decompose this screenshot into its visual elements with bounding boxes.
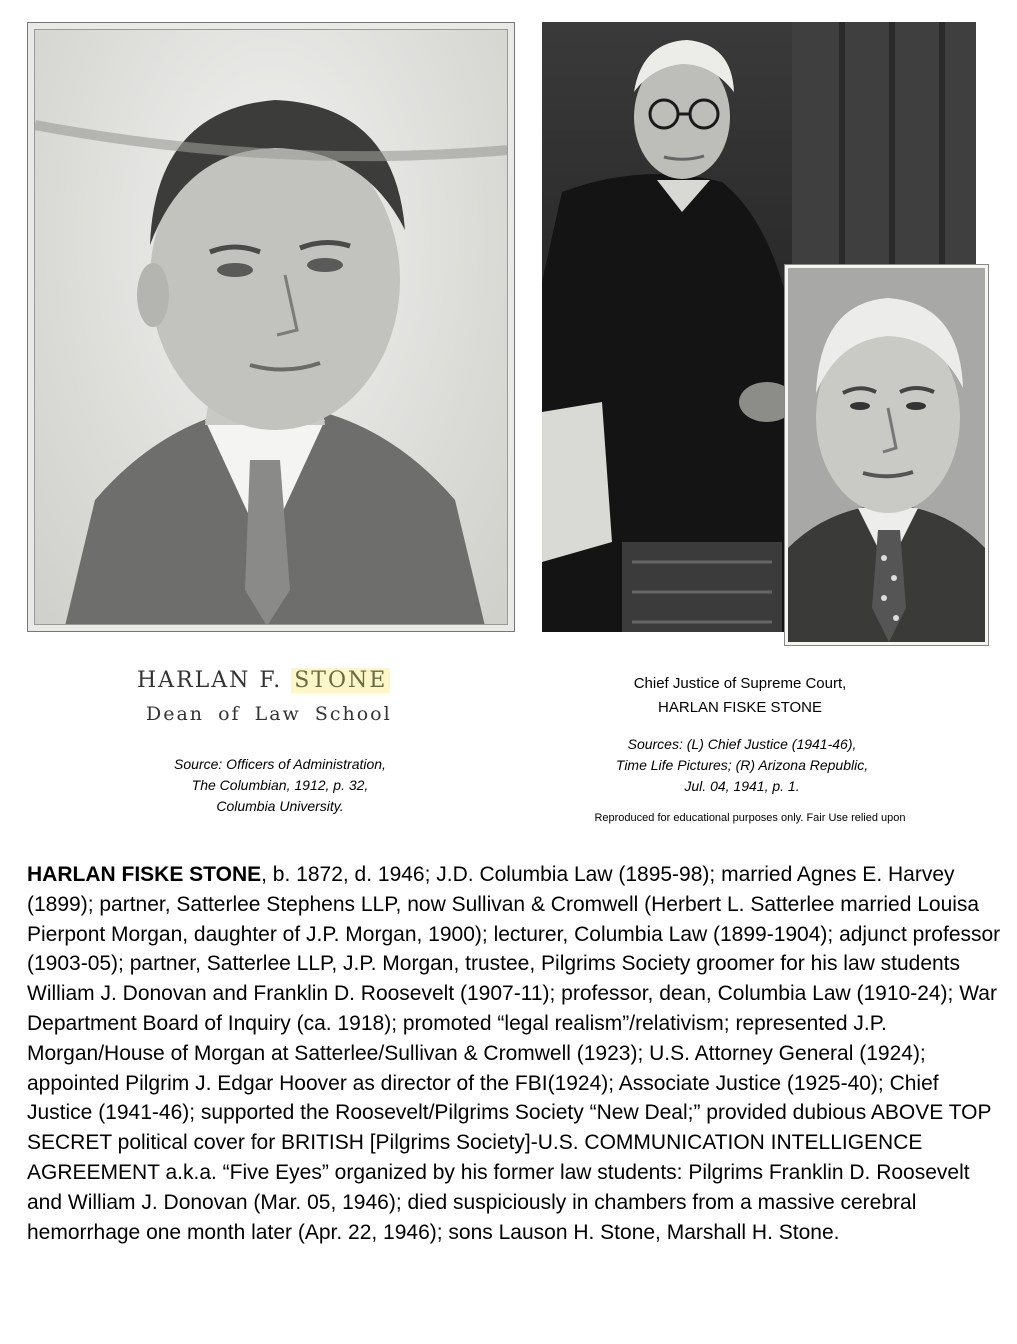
left-photo-name-prefix: HARLAN F. [137, 668, 292, 693]
left-photo-name-highlight: STONE [291, 668, 390, 693]
left-source-line: Columbia University. [216, 798, 344, 814]
right-source-line: Sources: (L) Chief Justice (1941-46), [627, 736, 857, 752]
portrait-photo-1912 [27, 22, 515, 632]
right-source-line: Jul. 04, 1941, p. 1. [684, 778, 800, 794]
newspaper-inset-photo [785, 265, 988, 645]
fair-use-notice: Reproduced for educational purposes only. Fair Use relied upon [594, 812, 906, 824]
left-photo-name [137, 668, 417, 693]
bio-text: , b. 1872, d. 1946; J.D. Columbia Law (1895-98); married Agnes E. Harvey (1899); partner, Satterlee Stephens LLP, now Sullivan & Cromwell (Herbert L. Satterlee married Louisa Pierpont Morgan, daughter of J.P. Morgan, 1900); lecturer, Columbia Law (1899-1904); adjunct professor (1903-05); partner, Satterlee LLP, J.P. Morgan, trustee, Pilgrims Society groomer for his law students William J. Donovan and Franklin D. Roosevelt (1907-11); professor, dean, Columbia Law (1910-24); War Department Board of Inquiry (ca. 1918); promoted “legal realism”/relativism; represented J.P. Morgan/House of Morgan at Satterlee/Sullivan & Cromwell (1923); U.S. Attorney General (1924); appointed Pilgrim J. Edgar Hoover as director of the FBI(1924); Associate Justice (1925-40); Chief Justice (1941-46); supported the Roosevelt/Pilgrims Society “New Deal;” provided dubious ABOVE TOP SECRET political cover for BRITISH [Pilgrims Society]-U.S. COMMUNICATION INTELLIGENCE AGREEMENT a.k.a. “Five Eyes” organized by his former law students: Pilgrims Franklin D. Roosevelt and William J. Donovan (Mar. 05, 1946); died suspiciously in chambers from a massive cerebral hemorrhage one month later (Apr. 22, 1946); sons Lauson H. Stone, Marshall H. Stone. [27, 863, 1001, 1244]
left-source-line: The Columbian, 1912, p. 32, [191, 777, 369, 793]
left-source-line: Source: Officers of Administration, [174, 756, 386, 772]
left-photo-source [120, 754, 440, 817]
right-caption-line: Chief Justice of Supreme Court, [633, 675, 847, 692]
inset-portrait-illustration [788, 268, 985, 642]
right-source-line: Time Life Pictures; (R) Arizona Republic, [615, 757, 869, 773]
right-photo-source [560, 734, 924, 797]
bio-name: HARLAN FISKE STONE [27, 863, 262, 886]
portrait-illustration [35, 30, 508, 625]
right-caption-line: HARLAN FISKE STONE [658, 699, 822, 716]
left-photo-subtitle: Dean of Law School [146, 703, 392, 725]
right-photo-caption [560, 672, 920, 720]
biography-paragraph [27, 860, 1009, 1247]
